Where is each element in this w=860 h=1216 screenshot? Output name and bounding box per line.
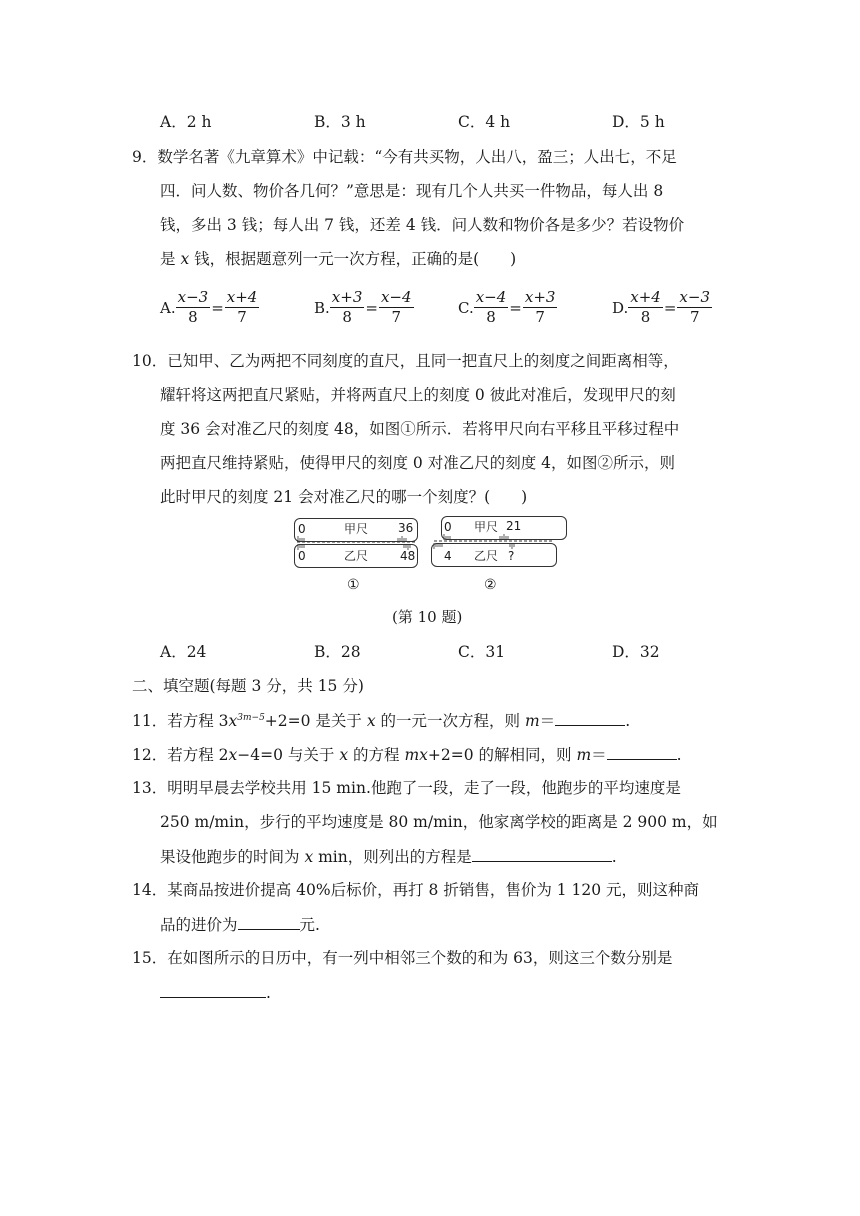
q11-text: +2=0 是关于 xyxy=(264,712,367,730)
denominator: 7 xyxy=(535,308,545,326)
q10-option-a: A．24 xyxy=(160,643,207,661)
fraction-left xyxy=(474,288,509,327)
q13-text: 果设他跑步的时间为 xyxy=(160,848,305,866)
q12 xyxy=(132,743,682,766)
ruler-jia-2-name: 甲尺 xyxy=(474,520,499,534)
ruler-yi-1-right: 48 xyxy=(400,549,416,563)
q14-line-1: 14．某商品按进价提高 40%后标价，再打 8 折销售，售价为 1 120 元，则这种商 xyxy=(132,881,700,899)
ruler-yi-2-left: 4 xyxy=(444,549,452,563)
q11-text: 的一元一次方程，则 xyxy=(375,712,525,730)
q8-option-b: B．3 h xyxy=(314,113,366,131)
ruler-jia-1-right: 36 xyxy=(398,521,414,535)
numerator: x+3 xyxy=(524,288,556,306)
figure-caption: (第 10 题) xyxy=(392,608,463,626)
option-label: C. xyxy=(458,298,474,317)
q15-line-1: 15．在如图所示的日历中，有一列中相邻三个数的和为 63，则这三个数分别是 xyxy=(132,949,673,967)
q12-text: . xyxy=(676,746,682,764)
q9-line-3: 钱，多出 3 钱；每人出 7 钱，还差 4 钱．问人数和物价各是多少？若设物价 xyxy=(160,216,685,234)
q8-option-a: A．2 h xyxy=(160,113,212,131)
numerator: x+4 xyxy=(630,288,661,306)
q15-answer-blank[interactable] xyxy=(160,981,266,998)
q11-text: 11．若方程 3 xyxy=(132,712,229,730)
q12-answer-blank[interactable] xyxy=(607,743,677,760)
fraction-left xyxy=(330,288,365,327)
q9-line-1: 9．数学名著《九章算术》中记载：“今有共买物，人出八，盈三；人出七，不足 xyxy=(132,148,677,166)
ruler-yi-2-name: 乙尺 xyxy=(474,549,499,563)
q11-text: . xyxy=(625,712,631,730)
denominator: 8 xyxy=(640,308,651,326)
q9-text: 钱，根据题意列一元一次方程，正确的是( ) xyxy=(189,250,517,268)
q11-exponent: 3m−5 xyxy=(237,712,265,723)
q13-answer-blank[interactable] xyxy=(472,845,612,862)
q14-text: 品的进价为 xyxy=(160,916,238,934)
q13-text: min，则列出的方程是 xyxy=(313,848,472,866)
q10-line-4: 两把直尺维持紧贴，使得甲尺的刻度 0 对准乙尺的刻度 4，如图②所示，则 xyxy=(160,454,676,472)
q13-var: x xyxy=(304,848,314,866)
denominator: 8 xyxy=(342,308,352,326)
fraction-right xyxy=(523,288,558,327)
q14-line-2 xyxy=(160,913,320,936)
q10-line-5: 此时甲尺的刻度 21 会对准乙尺的哪一个刻度？( ) xyxy=(160,488,528,506)
denominator: 7 xyxy=(391,308,402,326)
q8-option-c: C．4 h xyxy=(458,113,511,131)
denominator: 7 xyxy=(237,308,247,326)
q12-text: 12．若方程 2 xyxy=(132,746,229,764)
q10-line-1: 10．已知甲、乙为两把不同刻度的直尺，且同一把直尺上的刻度之间距离相等， xyxy=(132,352,679,370)
fraction-right xyxy=(379,288,414,327)
figure-2-label: ② xyxy=(484,577,497,593)
fraction-right xyxy=(677,288,712,327)
q14-text: 元. xyxy=(299,916,320,934)
denominator: 8 xyxy=(188,308,198,326)
option-label: D. xyxy=(612,298,629,317)
ruler-yi-1-name: 乙尺 xyxy=(344,549,369,563)
q12-var: m xyxy=(576,746,592,764)
q13-line-1: 13．明明早晨去学校共用 15 min.他跑了一段，走了一段，他跑步的平均速度是 xyxy=(132,779,681,797)
numerator: x−4 xyxy=(475,288,507,306)
q11-var: m xyxy=(524,712,540,730)
q9-line-4 xyxy=(160,248,516,270)
option-label: B. xyxy=(314,298,330,317)
denominator: 8 xyxy=(486,308,496,326)
numerator: x−4 xyxy=(380,288,412,306)
fraction-left xyxy=(628,288,663,327)
q9-text: 是 xyxy=(160,250,181,268)
q15-line-2 xyxy=(160,981,271,1004)
section-2-title: 二、填空题(每题 3 分，共 15 分) xyxy=(132,677,364,695)
q9-option-a xyxy=(160,288,259,327)
q12-text: ＝ xyxy=(591,746,607,764)
q14-answer-blank[interactable] xyxy=(238,913,300,930)
q10-line-2: 耀轩将这两把直尺紧贴，并将两直尺上的刻度 0 彼此对准后，发现甲尺的刻 xyxy=(160,386,676,404)
q15-text: . xyxy=(266,984,271,1002)
q8-option-d: D．5 h xyxy=(612,113,665,131)
q9-option-b xyxy=(314,288,414,327)
q11-text: ＝ xyxy=(539,712,556,730)
q10-option-c: C．31 xyxy=(458,643,506,661)
q11 xyxy=(132,709,630,732)
q9-line-2: 四．问人数、物价各几何？”意思是：现有几个人共买一件物品，每人出 8 xyxy=(160,182,664,200)
equals-sign: = xyxy=(211,298,224,317)
fraction-left xyxy=(176,288,211,327)
denominator: 7 xyxy=(689,308,700,326)
equals-sign: = xyxy=(663,298,677,317)
option-label: A. xyxy=(160,298,176,317)
numerator: x−3 xyxy=(177,288,209,306)
ruler-yi-2-right: ? xyxy=(508,549,515,563)
q12-var: mx xyxy=(404,746,428,764)
numerator: x+3 xyxy=(331,288,363,306)
ruler-jia-1-name: 甲尺 xyxy=(344,522,369,536)
q13-line-2: 250 m/min，步行的平均速度是 80 m/min，他家离学校的距离是 2 900 m，如 xyxy=(160,813,718,831)
q12-var: x xyxy=(339,746,349,764)
q11-answer-blank[interactable] xyxy=(555,709,625,726)
q12-text: 的方程 xyxy=(348,746,405,764)
ruler-yi-1-left: 0 xyxy=(298,549,306,563)
q9-var: x xyxy=(180,250,190,268)
ruler-jia-2-left: 0 xyxy=(444,520,452,534)
q12-text: +2=0 的解相同，则 xyxy=(427,746,577,764)
q13-text: . xyxy=(611,848,617,866)
q9-option-d xyxy=(612,288,712,327)
numerator: x+4 xyxy=(226,288,258,306)
equals-sign: = xyxy=(365,298,378,317)
fraction-right xyxy=(225,288,260,327)
q10-line-3: 度 36 会对准乙尺的刻度 48，如图①所示．若将甲尺向右平移且平移过程中 xyxy=(160,420,680,438)
q12-var: x xyxy=(228,746,238,764)
q12-text: −4=0 与关于 xyxy=(237,746,340,764)
q10-option-b: B．28 xyxy=(314,643,361,661)
numerator: x−3 xyxy=(679,288,710,306)
q11-var: x xyxy=(228,712,238,730)
ruler-jia-2-right: 21 xyxy=(506,519,522,533)
ruler-jia-1-left: 0 xyxy=(298,522,306,536)
q13-line-3 xyxy=(160,845,617,868)
q10-option-d: D．32 xyxy=(612,643,660,661)
equals-sign: = xyxy=(509,298,522,317)
figure-1-label: ① xyxy=(347,577,360,593)
q11-var: x xyxy=(366,712,376,730)
q9-option-c xyxy=(458,288,557,327)
